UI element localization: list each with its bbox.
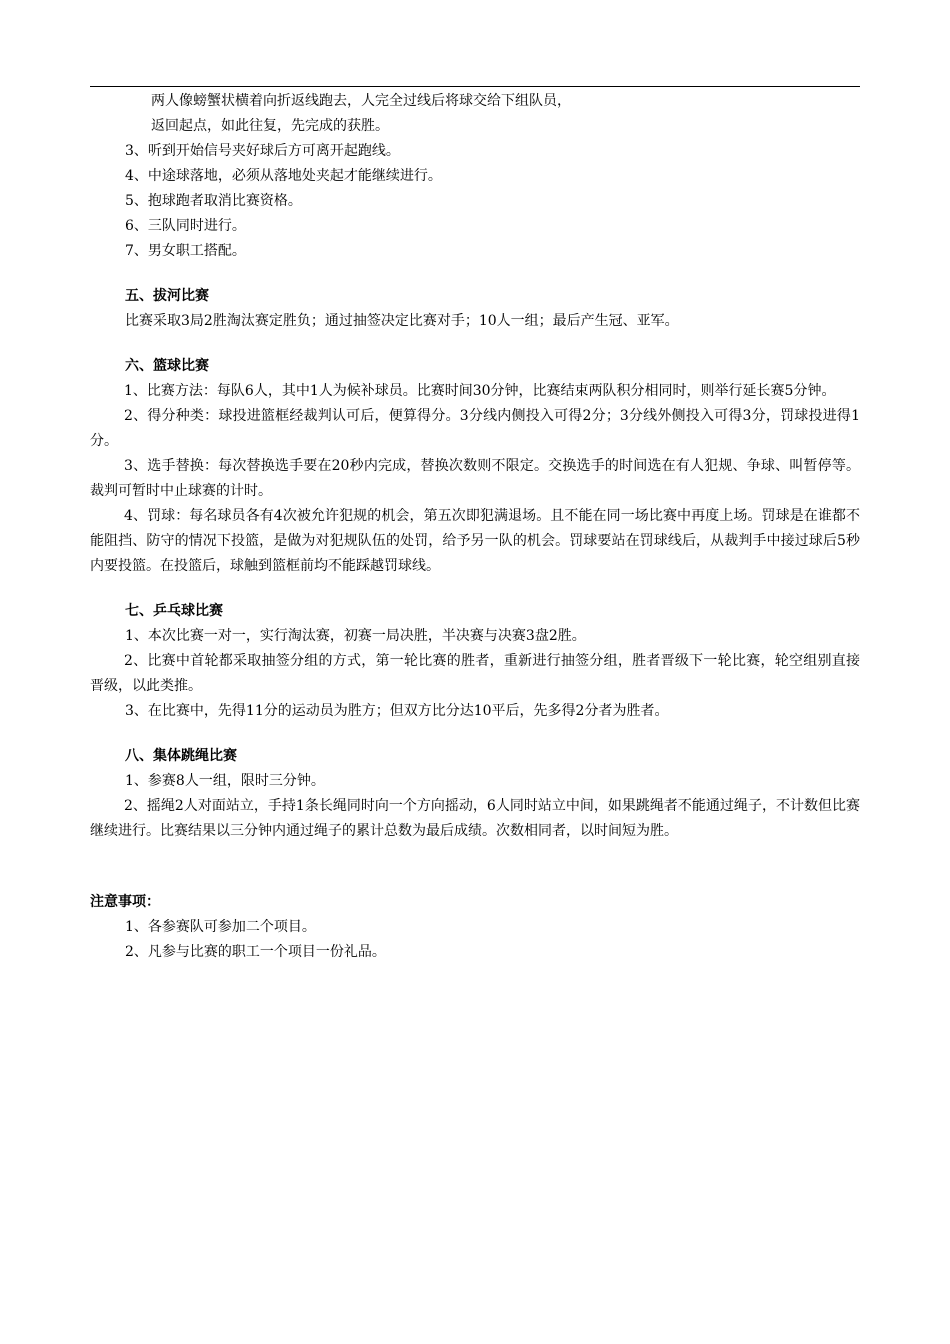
header-rule xyxy=(90,86,860,87)
relay-rule-5: 5、抱球跑者取消比赛资格。 xyxy=(125,193,302,209)
relay-rule-7: 7、男女职工搭配。 xyxy=(125,243,246,259)
table-tennis-rule-1: 1、本次比赛一对一，实行淘汰赛，初赛一局决胜，半决赛与决赛3盘2胜。 xyxy=(125,628,586,644)
basketball-rule-3: 3、选手替换：每次替换选手要在20秒内完成，替换次数则不限定。交换选手的时间选在有人犯规、争球、叫暂停等。裁判可暂时中止球赛的计时。 xyxy=(90,458,860,499)
table-tennis-rule-3: 3、在比赛中，先得11分的运动员为胜方；但双方比分达10平后，先多得2分者为胜者。 xyxy=(125,703,669,719)
relay-rule-6: 6、三队同时进行。 xyxy=(125,218,246,234)
tug-of-war-text: 比赛采取3局2胜淘汰赛定胜负；通过抽签决定比赛对手；10人一组；最后产生冠、亚军。 xyxy=(125,313,679,329)
notes-item-2: 2、凡参与比赛的职工一个项目一份礼品。 xyxy=(125,944,386,960)
rope-skipping-rule-2: 2、摇绳2人对面站立，手持1条长绳同时向一个方向摇动，6人同时站立中间，如果跳绳者不能通过绳子，不计数但比赛继续进行。比赛结果以三分钟内通过绳子的累计总数为最后成绩。次数相同者，以时间短为胜。 xyxy=(90,798,860,839)
tug-of-war-heading: 五、拔河比赛 xyxy=(125,288,209,304)
rope-skipping-heading: 八、集体跳绳比赛 xyxy=(125,748,237,764)
basketball-heading: 六、篮球比赛 xyxy=(125,358,209,374)
table-tennis-rule-2: 2、比赛中首轮都采取抽签分组的方式，第一轮比赛的胜者，重新进行抽签分组，胜者晋级下一轮比赛，轮空组别直接晋级，以此类推。 xyxy=(90,653,860,694)
relay-continuation-line-2: 返回起点，如此往复，先完成的获胜。 xyxy=(151,118,389,134)
relay-continuation-line-1: 两人像螃蟹状横着向折返线跑去，人完全过线后将球交给下组队员， xyxy=(151,93,571,109)
basketball-rule-2: 2、得分种类：球投进篮框经裁判认可后，便算得分。3分线内侧投入可得2分；3分线外侧投入可得3分，罚球投进得1分。 xyxy=(90,408,860,449)
notes-heading: 注意事项： xyxy=(90,894,160,910)
rope-skipping-rule-1: 1、参赛8人一组，限时三分钟。 xyxy=(125,773,325,789)
relay-rule-3: 3、听到开始信号夹好球后方可离开起跑线。 xyxy=(125,143,400,159)
document-body xyxy=(90,89,860,965)
basketball-rule-4: 4、罚球：每名球员各有4次被允许犯规的机会，第五次即犯满退场。且不能在同一场比赛中再度上场。罚球是在谁都不能阻挡、防守的情况下投篮，是做为对犯规队伍的处罚，给予另一队的机会。罚球要站在罚球线后，从裁判手中接过球后5秒内要投篮。在投篮后，球触到篮框前均不能踩越罚球线。 xyxy=(90,508,860,574)
table-tennis-heading: 七、乒乓球比赛 xyxy=(125,603,223,619)
notes-item-1: 1、各参赛队可参加二个项目。 xyxy=(125,919,316,935)
relay-rule-4: 4、中途球落地，必须从落地处夹起才能继续进行。 xyxy=(125,168,442,184)
basketball-rule-1: 1、比赛方法：每队6人，其中1人为候补球员。比赛时间30分钟，比赛结束两队积分相同时，则举行延长赛5分钟。 xyxy=(124,383,836,399)
